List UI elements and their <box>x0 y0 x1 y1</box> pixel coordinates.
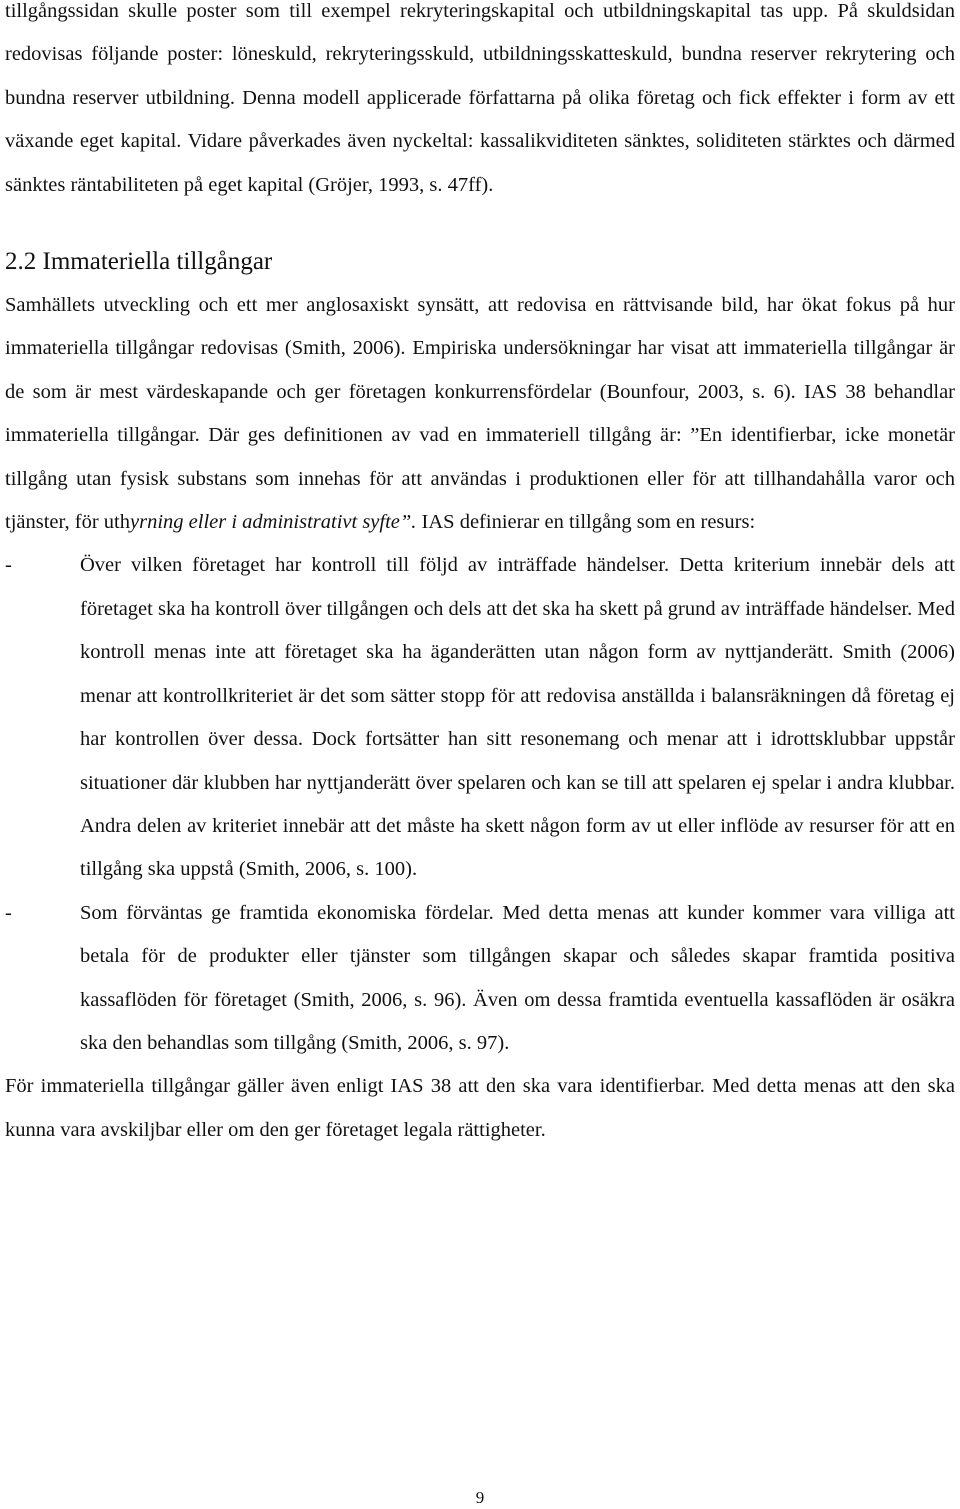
list-dash: - <box>5 554 12 577</box>
intro-paragraph: tillgångssidan skulle poster som till exempel rekryteringskapital och utbildningskapital tas upp. På skuldsidan redovisas följande poster: löneskuld, rekryteringsskuld, utbildningsskatteskuld, bundna reserver rekrytering och bundna reserver utbildning. Denna modell applicerade författarna på olika företag och fick effekter i form av ett växande eget kapital. Vidare påverkades även nyckeltal: kassalikviditeten sänktes, soliditeten stärktes och därmed sänktes räntabiliteten på eget kapital (Gröjer, 1993, s. 47ff). <box>5 0 955 196</box>
closing-paragraph: För immateriella tillgångar gäller även enligt IAS 38 att den ska vara identifierbar. Med detta menas att den ska kunna vara avskiljbar eller om den ger företaget legala rättigheter. <box>5 1075 955 1141</box>
list-item-text: Som förväntas ge framtida ekonomiska fördelar. Med detta menas att kunder kommer vara villiga att betala för de produkter eller tjänster som tillgången skapar och således skapar framtida positiva kassaflöden för företaget (Smith, 2006, s. 96). Även om dessa framtida eventuella kassaflöden är osäkra ska den behandlas som tillgång (Smith, 2006, s. 97). <box>80 901 955 1054</box>
page-number: 9 <box>475 1488 485 1507</box>
section-paragraph <box>5 284 955 544</box>
list-item <box>5 892 955 1066</box>
criteria-list <box>5 544 955 1065</box>
document-page <box>5 0 955 1509</box>
definition-italic-text: yrning eller i administrativt syfte”. <box>130 511 417 534</box>
list-dash: - <box>5 901 12 924</box>
list-item-text: Över vilken företaget har kontroll till följd av inträffade händelser. Detta kriterium innebär dels att företaget ska ha kontroll över tillgången och dels att det ska ha skett på grund av inträffade händelser. Med kontroll menas inte att företaget ska ha äganderätten utan någon form av nyttjanderätt. Smith (2006) menar att kontrollkriteriet är det som sätter stopp för att redovisa anställda i balansräkningen då företag ej har kontrollen över dessa. Dock fortsätter han sitt resonemang och menar att i idrottsklubbar uppstår situationer där klubben har nyttjanderätt över spelaren och kan se till att spelaren ej spelar i andra klubbar. Andra delen av kriteriet innebär att det måste ha skett någon form av ut eller inflöde av resurser för att en tillgång ska uppstå (Smith, 2006, s. 100). <box>80 554 955 881</box>
section-paragraph-text: Samhällets utveckling och ett mer anglosaxiskt synsätt, att redovisa en rättvisande bild, har ökat fokus på hur immateriella tillgångar redovisas (Smith, 2006). Empiriska undersökningar har visat att immateriella tillgångar är de som är mest värdeskapande och ger företagen konkurrensfördelar (Bounfour, 2003, s. 6). IAS 38 behandlar immateriella tillgångar. Där ges definitionen av vad en immateriell tillgång är: ”En identifierbar, icke monetär tillgång utan fysisk substans som innehas för att användas i produktionen eller för att tillhandahålla varor och tjänster, för uth <box>5 294 955 534</box>
section-heading: 2.2 Immateriella tillgångar <box>5 248 273 276</box>
section-paragraph-end: IAS definierar en tillgång som en resurs: <box>416 511 756 534</box>
list-item <box>5 544 955 891</box>
